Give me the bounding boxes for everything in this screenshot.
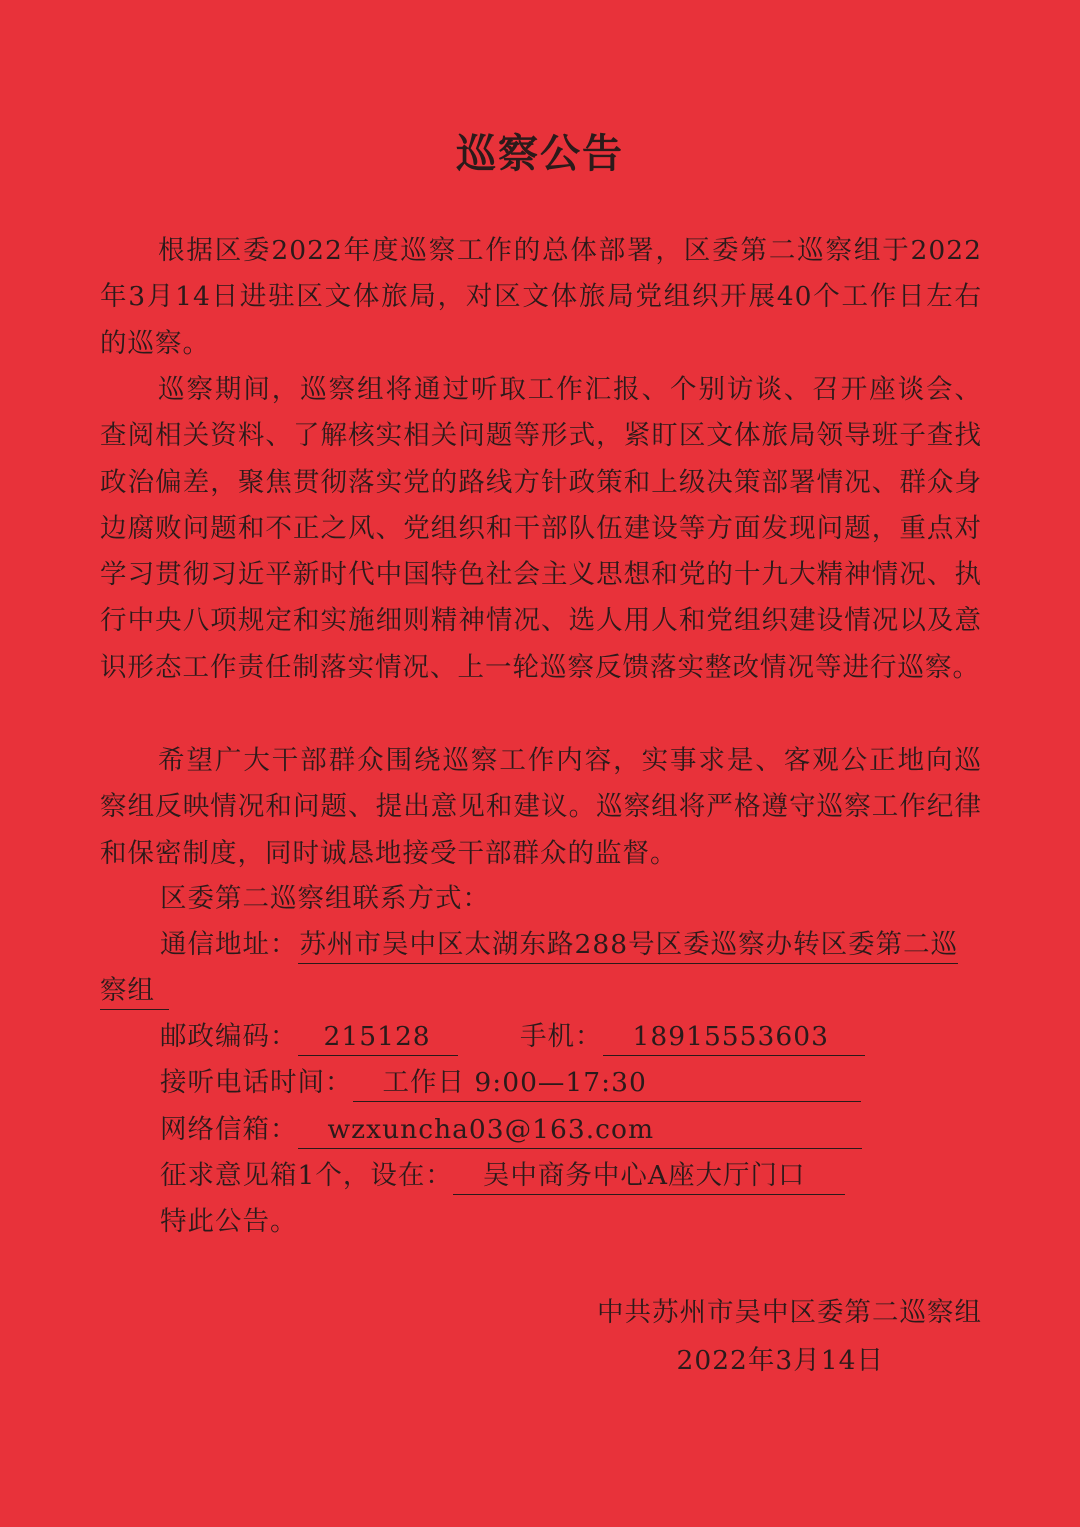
mailbox-row — [160, 1153, 845, 1199]
address-label: 通信地址： — [160, 929, 298, 960]
address-value-line1: 苏州市吴中区太湖东路288号区委巡察办转区委第二巡 — [298, 927, 959, 964]
notice-title: 巡察公告 — [456, 130, 624, 177]
paragraph-public-appeal: 希望广大干部群众围绕巡察工作内容，实事求是、客观公正地向巡察组反映情况和问题、提出意见和建议。巡察组将严格遵守巡察工作纪律和保密制度，同时诚恳地接受干部群众的监督。 — [100, 745, 982, 869]
email-row — [160, 1107, 862, 1153]
email-value[interactable]: wzxuncha03@163.com — [298, 1112, 862, 1149]
address-row-continued — [100, 968, 169, 1014]
signature-date: 2022年3月14日 — [676, 1345, 884, 1376]
postcode-label: 邮政编码： — [160, 1021, 298, 1052]
mailbox-value: 吴中商务中心A座大厅门口 — [453, 1158, 845, 1195]
mobile-value: 18915553603 — [603, 1019, 865, 1056]
address-row — [160, 922, 958, 968]
mailbox-label: 征求意见箱1个，设在： — [160, 1160, 453, 1191]
mobile-label: 手机： — [520, 1021, 603, 1052]
paragraph-inspection-period: 巡察期间，巡察组将通过听取工作汇报、个别访谈、召开座谈会、查阅相关资料、了解核实相关问题等形式，紧盯区文体旅局领导班子查找政治偏差，聚焦贯彻落实党的路线方针政策和上级决策部署情况、群众身边腐败问题和不正之风、党组织和干部队伍建设等方面发现问题，重点对学习贯彻习近平新时代中国特色社会主义思想和党的十九大精神情况、执行中央八项规定和实施细则精神情况、选人用人和党组织建设情况以及意识形态工作责任制落实情况、上一轮巡察反馈落实整改情况等进行巡察。 — [100, 374, 982, 683]
signature-org: 中共苏州市吴中区委第二巡察组 — [597, 1297, 982, 1328]
closing-text: 特此公告。 — [160, 1206, 298, 1237]
paragraph-intro: 根据区委2022年度巡察工作的总体部署，区委第二巡察组于2022年3月14日进驻区文体旅局，对区文体旅局党组织开展40个工作日左右的巡察。 — [100, 235, 982, 359]
postcode-value: 215128 — [298, 1019, 458, 1056]
contact-heading: 区委第二巡察组联系方式： — [160, 883, 490, 914]
mobile-row — [520, 1014, 865, 1060]
email-label: 网络信箱： — [160, 1114, 298, 1145]
hours-label: 接听电话时间： — [160, 1067, 353, 1098]
hours-value: 工作日 9:00—17:30 — [353, 1065, 861, 1102]
postcode-row — [160, 1014, 458, 1060]
hours-row — [160, 1060, 861, 1106]
address-value-line2: 察组 — [100, 973, 169, 1010]
